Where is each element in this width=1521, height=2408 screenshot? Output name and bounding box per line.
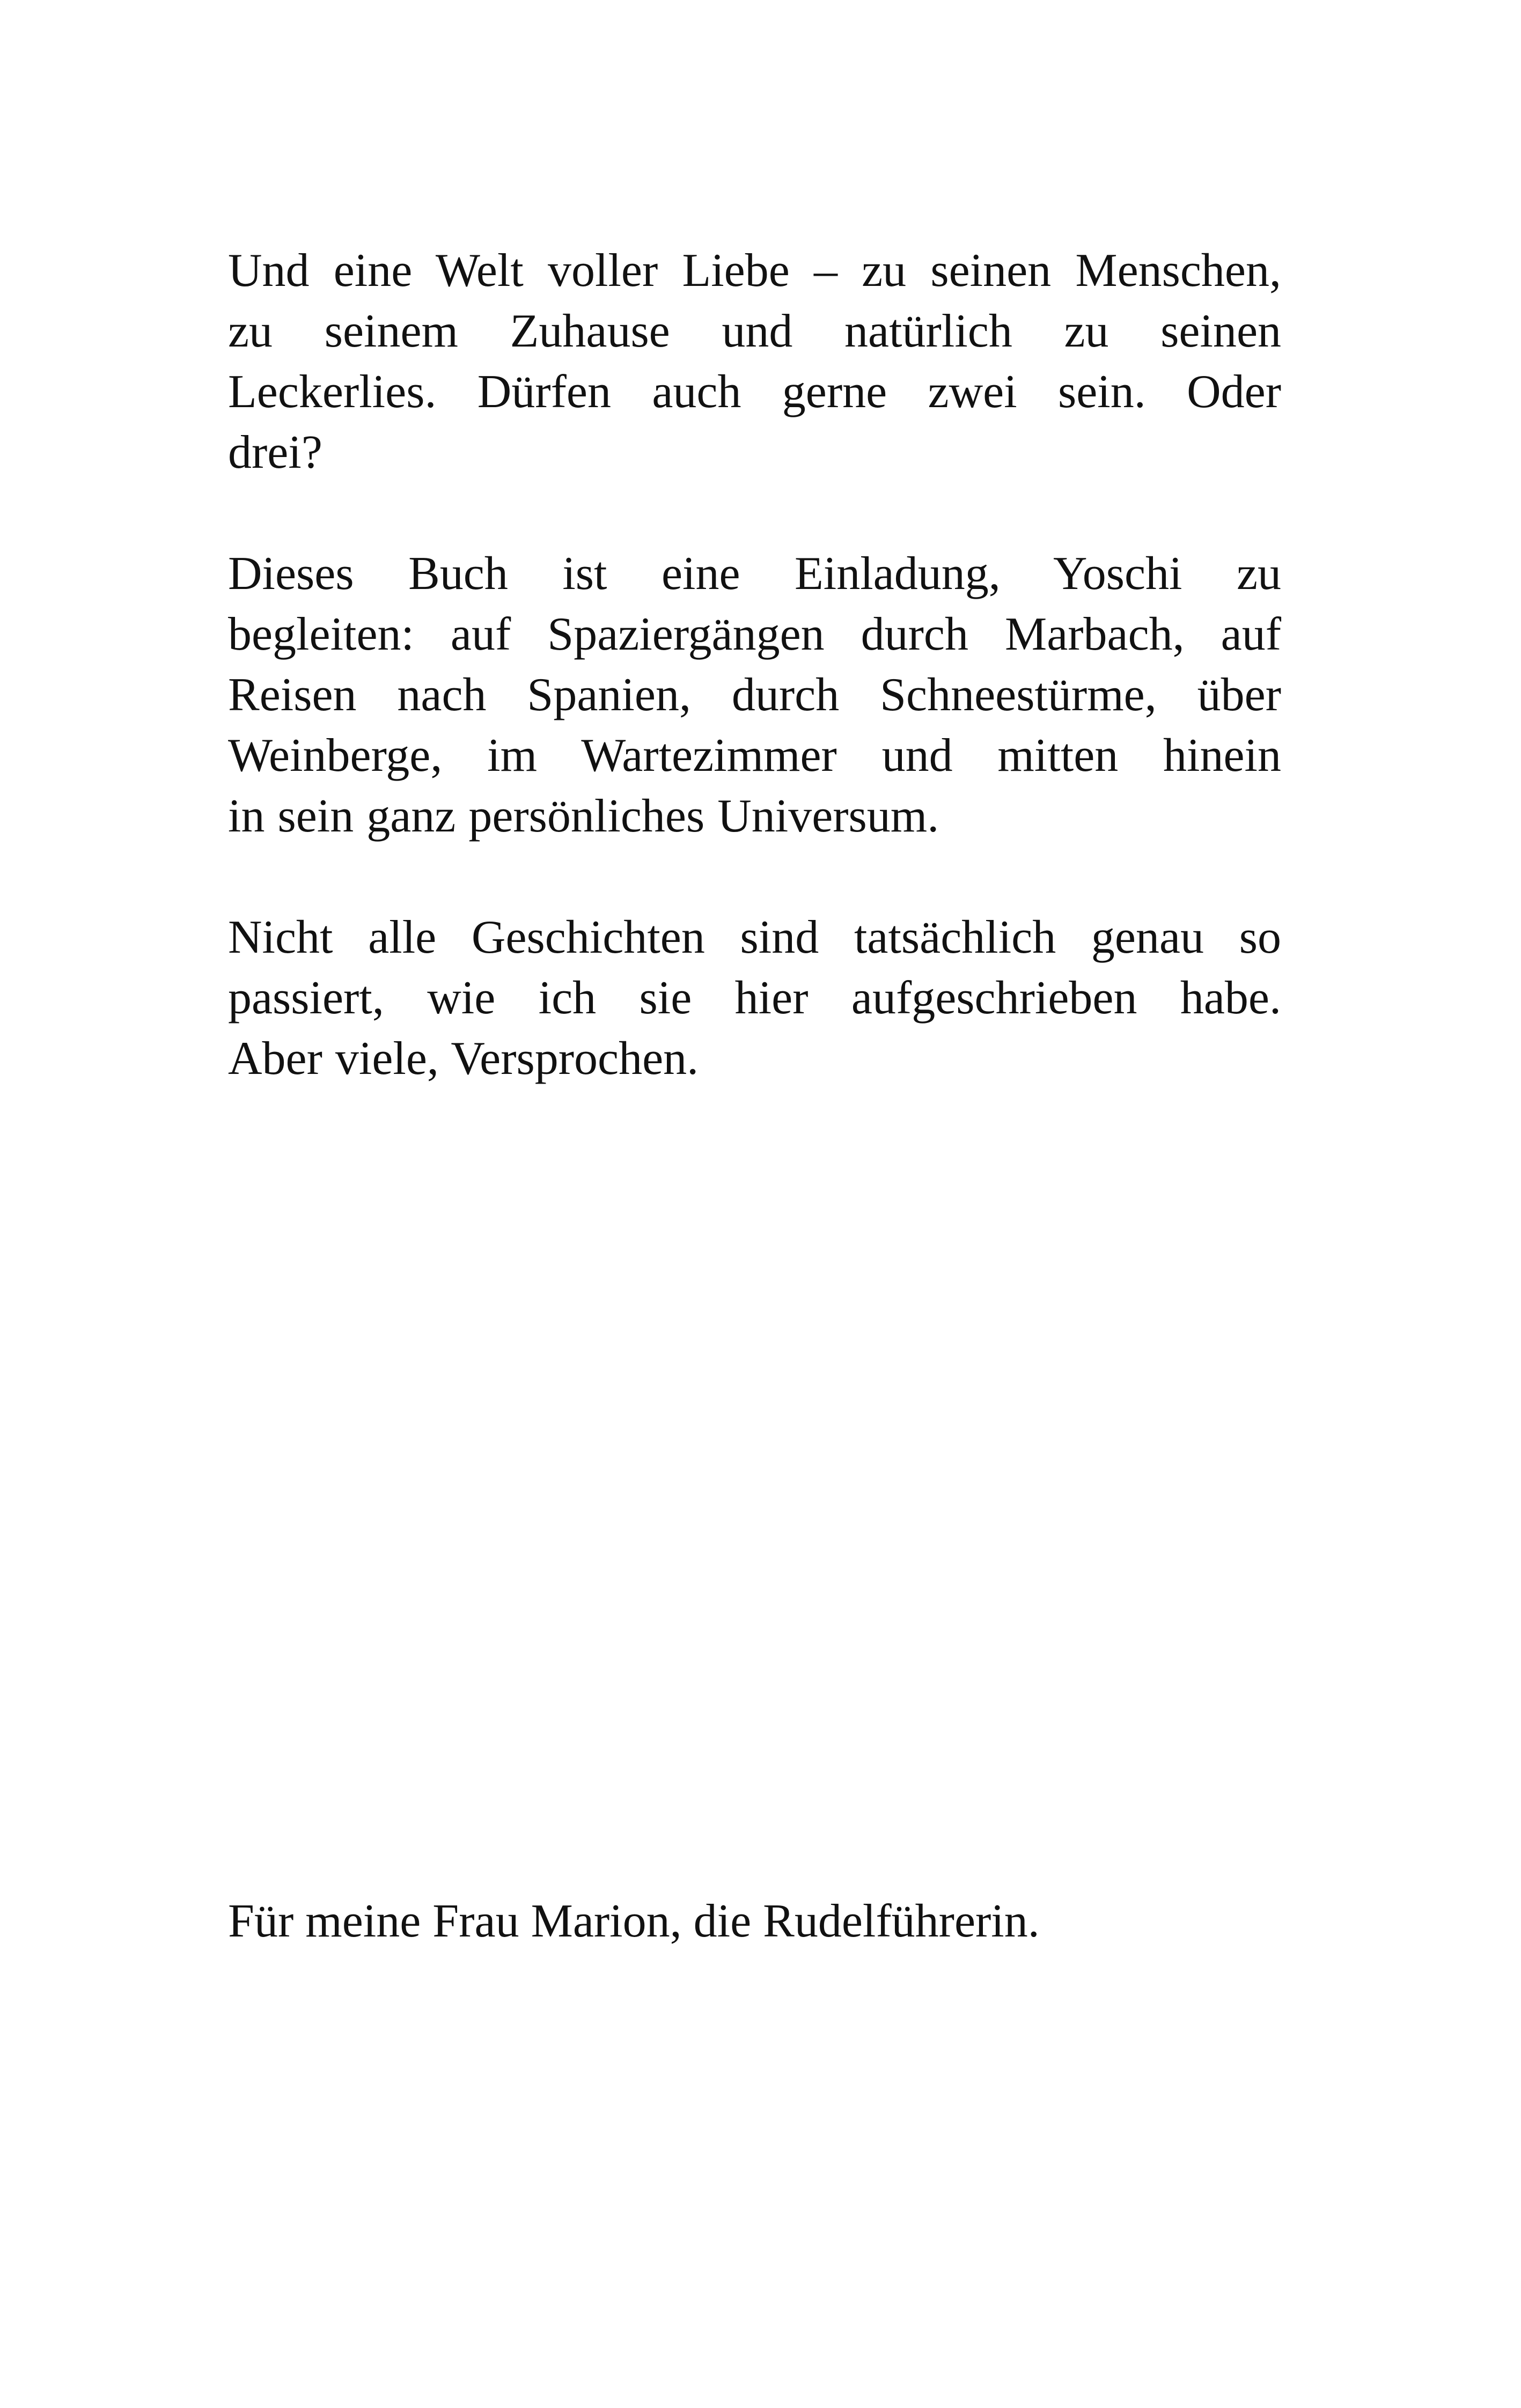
paragraph-3 xyxy=(228,907,1281,1089)
text-line: passiert, wie ich sie hier aufgeschrieben habe. xyxy=(228,972,1281,1024)
text-line: Nicht alle Geschichten sind tatsächlich genau so xyxy=(228,911,1281,963)
text-line: Reisen nach Spanien, durch Schneestürme, über xyxy=(228,669,1281,721)
paragraph-2 xyxy=(228,543,1281,846)
text-line: Leckerlies. Dürfen auch gerne zwei sein. Oder xyxy=(228,366,1281,418)
text-line: zu seinem Zuhause und natürlich zu seinen xyxy=(228,305,1281,357)
body-text xyxy=(228,240,1281,1089)
text-line: in sein ganz persönliches Universum. xyxy=(228,790,939,842)
text-line: Weinberge, im Wartezimmer und mitten hinein xyxy=(228,730,1281,782)
text-line: drei? xyxy=(228,426,322,478)
text-line: Und eine Welt voller Liebe – zu seinen Menschen, xyxy=(228,245,1281,297)
text-line: Dieses Buch ist eine Einladung, Yoschi zu xyxy=(228,548,1281,600)
text-line: Aber viele, Versprochen. xyxy=(228,1033,699,1085)
text-line: begleiten: auf Spaziergängen durch Marbach, auf xyxy=(228,608,1281,660)
paragraph-1 xyxy=(228,240,1281,483)
dedication: Für meine Frau Marion, die Rudelführerin. xyxy=(228,1895,1040,1947)
